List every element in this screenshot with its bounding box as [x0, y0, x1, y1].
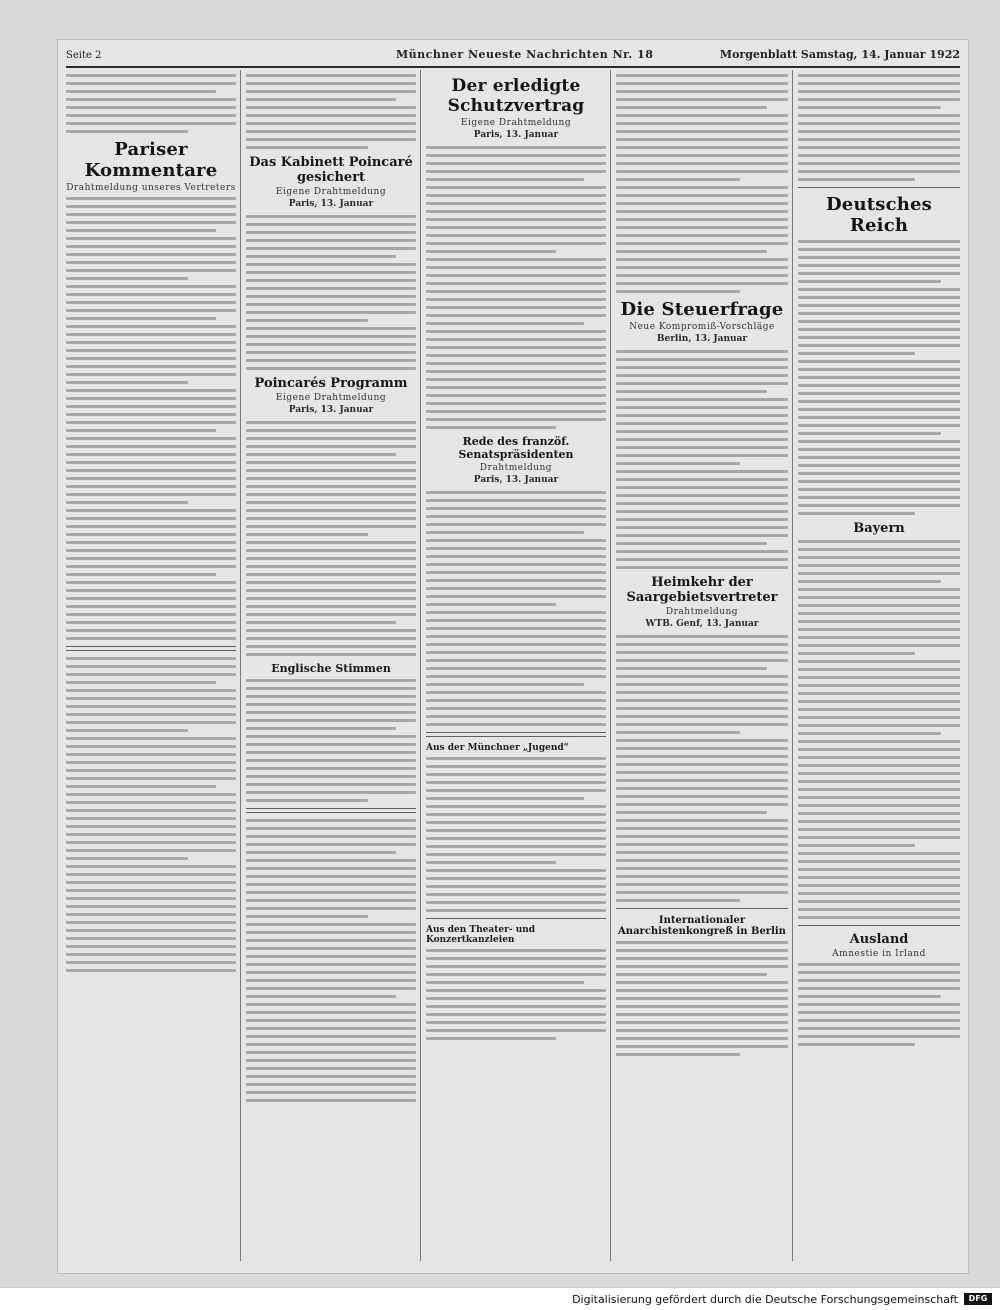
body-text [798, 540, 960, 919]
subheadline: Drahtmeldung unseres Vertreters [66, 183, 236, 193]
edition-date: Morgenblatt Samstag, 14. Januar 1922 [719, 48, 960, 61]
funding-credit: Digitalisierung gefördert durch die Deutsche Forschungsgemeinschaft [572, 1293, 958, 1306]
body-text [426, 949, 606, 1040]
headline: Internationaler Anarchistenkongreß in Berlin [618, 915, 786, 937]
body-text [426, 491, 606, 726]
headline: Poincarés Programm [254, 376, 408, 391]
column-5 [798, 70, 960, 1263]
subheadline: Drahtmeldung [479, 463, 553, 473]
section-divider [426, 918, 606, 919]
section-divider [616, 908, 788, 909]
dateline: Paris, 13. Januar [473, 130, 559, 140]
subheadline: Eigene Drahtmeldung [275, 187, 387, 197]
body-text [798, 963, 960, 1046]
headline: Ausland [849, 932, 909, 947]
body-text [66, 657, 236, 972]
column-divider [240, 70, 241, 1261]
dateline: Paris, 13. Januar [288, 199, 374, 209]
section-divider [798, 925, 960, 926]
body-text [616, 635, 788, 902]
box-heading: Aus der Münchner „Jugend“ [426, 743, 569, 753]
headline: Englische Stimmen [271, 662, 391, 675]
body-text [246, 421, 416, 656]
body-text [616, 350, 788, 569]
headline: Das Kabinett Poincaré gesichert [249, 155, 413, 185]
section-divider [246, 808, 416, 813]
dateline: WTB. Genf, 13. Januar [645, 619, 759, 629]
dateline: Berlin, 13. Januar [656, 334, 748, 344]
column-divider [420, 70, 421, 1261]
digitization-footer [0, 1287, 1000, 1310]
dfg-logo: DFG [964, 1293, 992, 1305]
subheadline: Amnestie in Irland [832, 949, 926, 959]
subheadline: Eigene Drahtmeldung [460, 118, 572, 128]
column-4 [616, 70, 788, 1263]
body-text [798, 74, 960, 181]
page-header [66, 46, 960, 68]
newspaper-page [58, 40, 968, 1273]
column-divider [610, 70, 611, 1261]
section-divider [798, 187, 960, 188]
section-divider [66, 646, 236, 651]
column-1 [66, 70, 236, 1263]
body-text [798, 240, 960, 515]
body-text [66, 74, 236, 133]
headline: Pariser Kommentare [84, 139, 218, 181]
column-3 [426, 70, 606, 1263]
body-text [426, 146, 606, 429]
headline: Deutsches Reich [825, 194, 933, 236]
body-text [246, 215, 416, 370]
headline: Bayern [853, 521, 905, 536]
headline: Der erledigte Schutzvertrag [447, 76, 585, 116]
page-number: Seite 2 [66, 50, 102, 61]
body-text [66, 197, 236, 640]
column-2 [246, 70, 416, 1263]
body-text [246, 819, 416, 1102]
body-text [616, 941, 788, 1056]
body-text [246, 74, 416, 149]
headline: Rede des franzöf. Senatspräsidenten [458, 435, 574, 461]
headline: Die Steuerfrage [620, 299, 784, 320]
dateline: Paris, 13. Januar [473, 475, 559, 485]
body-text [616, 74, 788, 293]
newspaper-title: Münchner Neueste Nachrichten Nr. 18 [396, 48, 654, 61]
body-text [246, 679, 416, 802]
subheadline: Drahtmeldung [665, 607, 739, 617]
headline: Heimkehr der Saargebietsvertreter [626, 575, 778, 605]
body-text [426, 757, 606, 912]
box-heading: Aus den Theater- und Konzertkanzleien [426, 925, 536, 945]
subheadline: Eigene Drahtmeldung [275, 393, 387, 403]
dateline: Paris, 13. Januar [288, 405, 374, 415]
column-divider [792, 70, 793, 1261]
subheadline: Neue Kompromiß-Vorschläge [629, 322, 775, 332]
section-divider [426, 732, 606, 737]
